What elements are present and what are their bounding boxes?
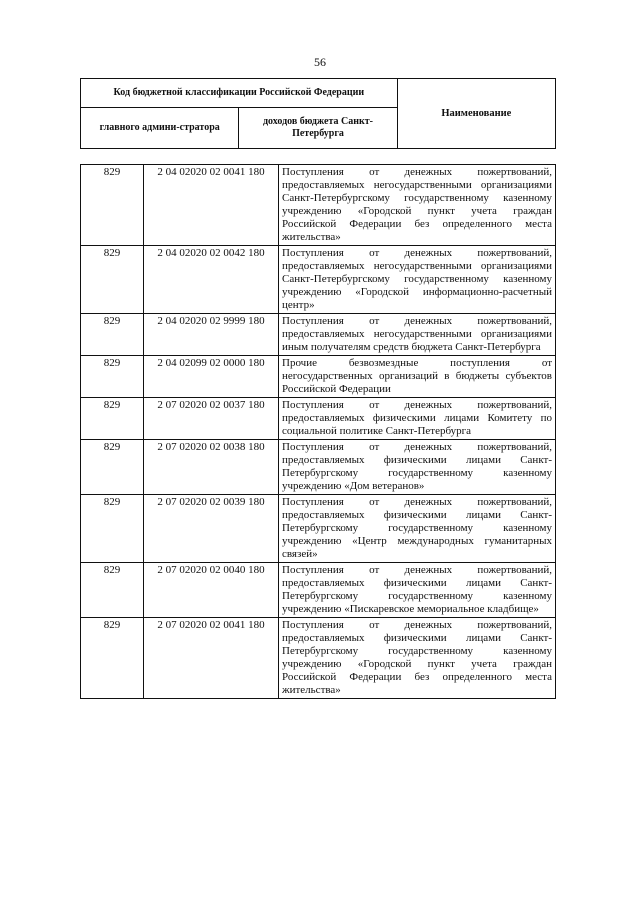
name-cell: Поступления от денежных пожертвований, предоставляемых негосударственными организациями Санкт-Петербургскому государственному казенному учреждению «Городской информационно-расчетный центр» bbox=[279, 246, 556, 314]
admin-code-cell: 829 bbox=[81, 246, 144, 314]
admin-code-cell: 829 bbox=[81, 618, 144, 699]
admin-code-cell: 829 bbox=[81, 495, 144, 563]
name-cell: Поступления от денежных пожертвований, предоставляемых физическими лицами Санкт-Петербургскому государственному казенному учреждению «Центр международных гуманитарных связей» bbox=[279, 495, 556, 563]
table-row bbox=[81, 246, 556, 314]
name-column-header: Наименование bbox=[397, 79, 555, 149]
table-body bbox=[81, 165, 556, 699]
income-code-cell: 2 04 02020 02 0042 180 bbox=[144, 246, 279, 314]
admin-code-cell: 829 bbox=[81, 314, 144, 356]
admin-code-cell: 829 bbox=[81, 356, 144, 398]
table-row bbox=[81, 495, 556, 563]
admin-column-header: главного админи-стратора bbox=[81, 108, 239, 149]
table-row bbox=[81, 356, 556, 398]
income-code-cell: 2 04 02099 02 0000 180 bbox=[144, 356, 279, 398]
name-cell: Прочие безвозмездные поступления от негосударственных организаций в бюджеты субъектов Российской Федерации bbox=[279, 356, 556, 398]
table-row bbox=[81, 165, 556, 246]
income-code-cell: 2 07 02020 02 0039 180 bbox=[144, 495, 279, 563]
budget-codes-table bbox=[80, 164, 556, 699]
admin-code-cell: 829 bbox=[81, 563, 144, 618]
table-row bbox=[81, 618, 556, 699]
name-cell: Поступления от денежных пожертвований, предоставляемых физическими лицами Комитету по социальной политике Санкт-Петербурга bbox=[279, 398, 556, 440]
name-cell: Поступления от денежных пожертвований, предоставляемых негосударственными организациями иным получателям средств бюджета Санкт-Петербурга bbox=[279, 314, 556, 356]
income-column-header: доходов бюджета Санкт-Петербурга bbox=[239, 108, 397, 149]
name-cell: Поступления от денежных пожертвований, предоставляемых физическими лицами Санкт-Петербургскому государственному казенному учреждению «Пискаревское мемориальное кладбище» bbox=[279, 563, 556, 618]
table-row bbox=[81, 440, 556, 495]
income-code-cell: 2 07 02020 02 0038 180 bbox=[144, 440, 279, 495]
admin-code-cell: 829 bbox=[81, 165, 144, 246]
table-row bbox=[81, 314, 556, 356]
income-code-cell: 2 07 02020 02 0041 180 bbox=[144, 618, 279, 699]
budget-code-group-header: Код бюджетной классификации Российской Федерации bbox=[81, 79, 398, 108]
income-code-cell: 2 07 02020 02 0037 180 bbox=[144, 398, 279, 440]
table-header bbox=[80, 78, 556, 149]
name-cell: Поступления от денежных пожертвований, предоставляемых физическими лицами Санкт-Петербургскому государственному казенному учреждению «Городской пункт учета граждан Российской Федерации без определенного места жительства» bbox=[279, 618, 556, 699]
table-row bbox=[81, 398, 556, 440]
page-number: 56 bbox=[314, 55, 326, 69]
name-cell: Поступления от денежных пожертвований, предоставляемых негосударственными организациями Санкт-Петербургскому государственному казенному учреждению «Городской пункт учета граждан Российской Федерации без определенного места жительства» bbox=[279, 165, 556, 246]
admin-code-cell: 829 bbox=[81, 398, 144, 440]
income-code-cell: 2 07 02020 02 0040 180 bbox=[144, 563, 279, 618]
name-cell: Поступления от денежных пожертвований, предоставляемых физическими лицами Санкт-Петербургскому государственному казенному учреждению «Дом ветеранов» bbox=[279, 440, 556, 495]
admin-code-cell: 829 bbox=[81, 440, 144, 495]
income-code-cell: 2 04 02020 02 9999 180 bbox=[144, 314, 279, 356]
table-row bbox=[81, 563, 556, 618]
income-code-cell: 2 04 02020 02 0041 180 bbox=[144, 165, 279, 246]
